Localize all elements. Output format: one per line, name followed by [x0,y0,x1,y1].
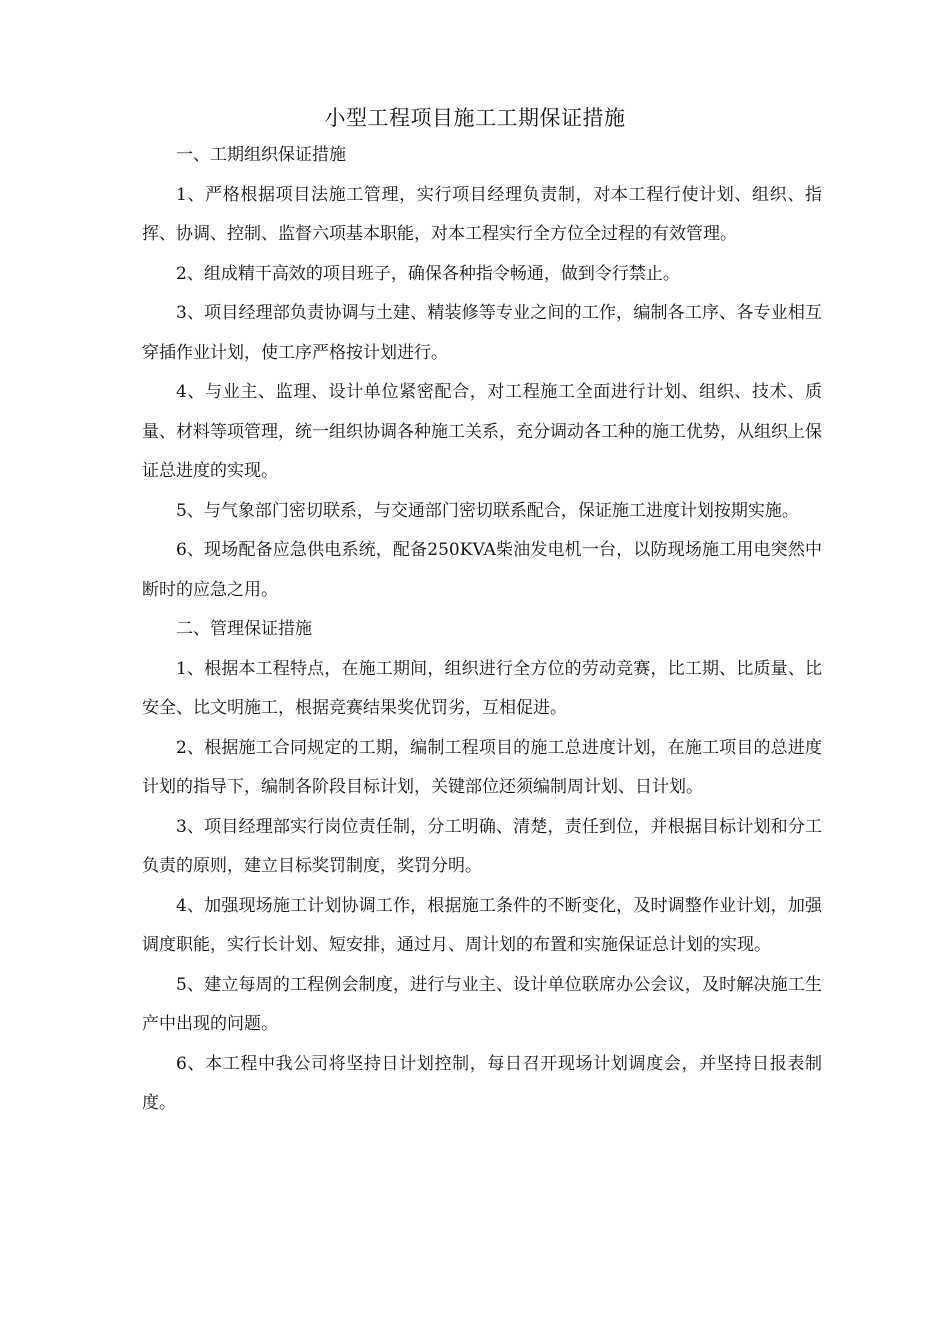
section-heading-organization: 一、工期组织保证措施 [176,145,346,165]
paragraph: 1、根据本工程特点，在施工期间，组织进行全方位的劳动竞赛，比工期、比质量、比安全、比文明施工，根据竞赛结果奖优罚劣，互相促进。 [142,658,822,718]
paragraph: 2、根据施工合同规定的工期，编制工程项目的施工总进度计划，在施工项目的总进度计划的指导下，编制各阶段目标计划，关键部位还须编制周计划、日计划。 [142,737,822,797]
paragraph: 2、组成精干高效的项目班子，确保各种指令畅通，做到令行禁止。 [176,263,680,284]
paragraph: 5、与气象部门密切联系，与交通部门密切联系配合，保证施工进度计划按期实施。 [176,500,799,521]
paragraph: 6、本工程中我公司将坚持日计划控制，每日召开现场计划调度会，并坚持日报表制度。 [142,1053,822,1113]
section-heading-management: 二、管理保证措施 [176,619,312,639]
paragraph: 3、项目经理部实行岗位责任制，分工明确、清楚，责任到位，并根据目标计划和分工负责的原则，建立目标奖罚制度，奖罚分明。 [142,816,822,876]
paragraph: 6、现场配备应急供电系统，配备250KVA柴油发电机一台，以防现场施工用电突然中断时的应急之用。 [142,540,822,600]
paragraph: 1、严格根据项目法施工管理，实行项目经理负责制，对本工程行使计划、组织、指挥、协调、控制、监督六项基本职能，对本工程实行全方位全过程的有效管理。 [142,184,822,244]
document-body [142,136,822,1124]
paragraph: 4、与业主、监理、设计单位紧密配合，对工程施工全面进行计划、组织、技术、质量、材料等项管理，统一组织协调各种施工关系，充分调动各工种的施工优势，从组织上保证总进度的实现。 [142,382,822,481]
paragraph: 5、建立每周的工程例会制度，进行与业主、设计单位联席办公会议，及时解决施工生产中出现的问题。 [142,974,822,1034]
document-title: 小型工程项目施工工期保证措施 [324,106,626,130]
paragraph: 4、加强现场施工计划协调工作，根据施工条件的不断变化，及时调整作业计划，加强调度职能，实行长计划、短安排，通过月、周计划的布置和实施保证总计划的实现。 [142,895,822,955]
paragraph: 3、项目经理部负责协调与土建、精装修等专业之间的工作，编制各工序、各专业相互穿插作业计划，使工序严格按计划进行。 [142,303,822,363]
